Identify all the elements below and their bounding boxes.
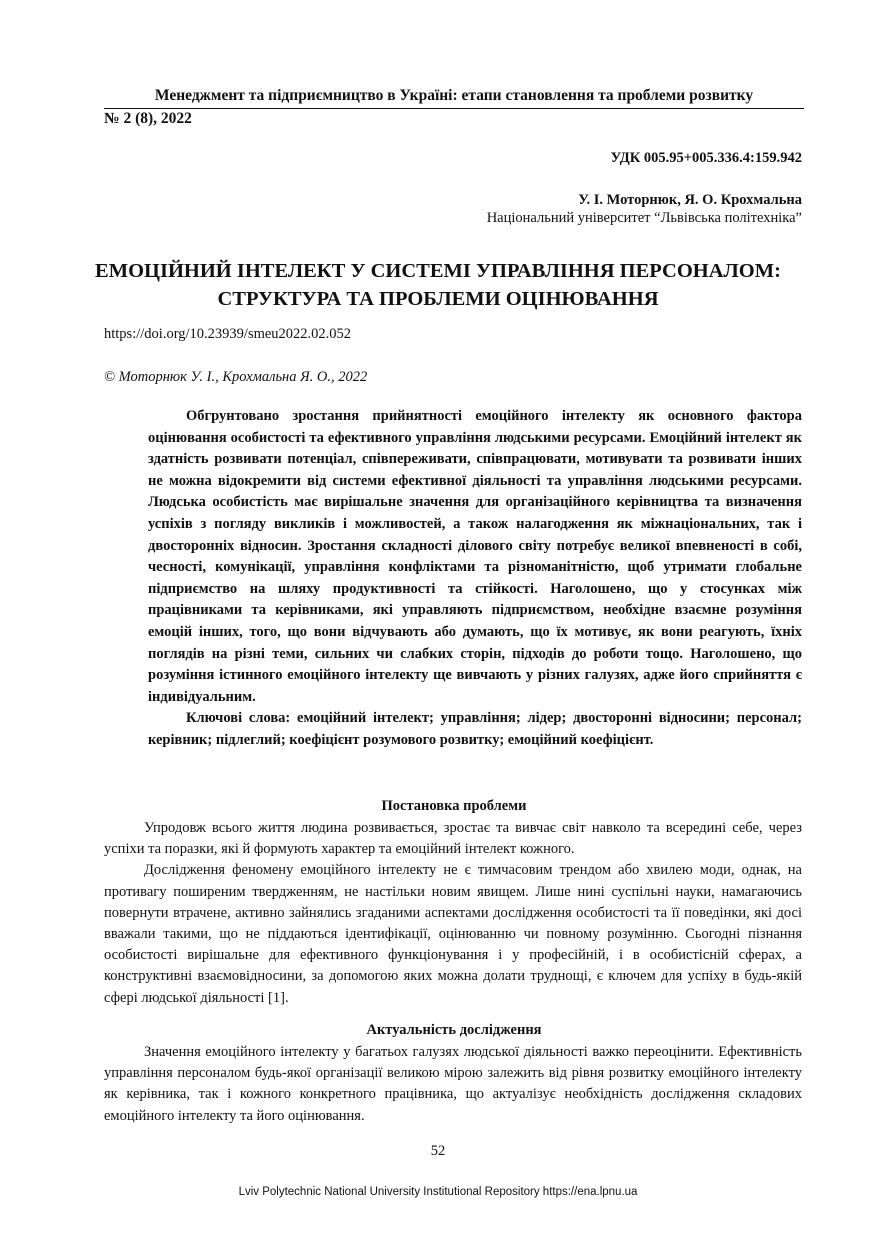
keywords [148, 708, 802, 751]
section-relevance-body [104, 1042, 802, 1127]
abstract-text: Обгрунтовано зростання прийнятності емоційного інтелекту як основного фактора оцінювання особистості та ефективного управління людськими ресурсами. Емоційний інтелект як здатність розвивати потенціал, співпереживати, співпрацювати, мотивувати та розвивати інших не можна відокремити від системи ефективної діяльності та управління людськими ресурсами. Людська особистість має вирішальне значення для організаційного керівництва та визначення успіхів з погляду викликів і можливостей, а також налагодження як міжнаціональних, так і двосторонніх відносин. Зростання складності ділового світу потребує великої впевненості в собі, чесності, комунікації, управління конфліктами та різноманітністю, щоб утримати глобальне підприємство на шляху продуктивності та стійкості. Наголошено, що у стосунках між працівниками та керівниками, які управляють підприємством, необхідне взаємне розуміння емоцій інших, того, що вони відчувають або думають, що їх мотивує, як вони реагують, їхніх поглядів на різні теми, сильних чи слабких сторін, підходів до роботи тощо. Наголошено, що розуміння істинного емоційного інтелекту ще вивчають у різних галузях, адже його сприйняття є індивідуальним. [148, 408, 802, 705]
paragraph: Упродовж всього життя людина розвивається, зростає та вивчає світ навколо та всередині себе, через успіхи та поразки, які й формують характер та емоційний інтелект кожного. [104, 820, 802, 858]
article-title-line-1: ЕМОЦІЙНИЙ ІНТЕЛЕКТ У СИСТЕМІ УПРАВЛІННЯ ПЕРСОНАЛОМ: [95, 260, 781, 282]
keywords-label: Ключові слова: [186, 710, 291, 727]
section-heading-relevance: Актуальність дослідження [366, 1022, 542, 1038]
section-heading-problem: Постановка проблеми [381, 798, 527, 814]
doi-link[interactable]: https://doi.org/10.23939/smeu2022.02.052 [104, 326, 352, 342]
issue-number: № 2 (8), 2022 [104, 110, 192, 127]
affiliation: Національний університет “Львівська політехніка” [486, 210, 802, 226]
paragraph: Значення емоційного інтелекту у багатьох галузях людської діяльності важко переоцінити. Ефективність управління персоналом будь-якої організації великою мірою залежить від рівня розвитку емоційного інтелекту як керівника, так і кожного конкретного працівника, що актуалізує необхідність дослідження складових емоційного інтелекту та його оцінювання. [104, 1044, 802, 1124]
article-title-line-2: СТРУКТУРА ТА ПРОБЛЕМИ ОЦІНЮВАННЯ [217, 288, 659, 310]
article-title [60, 257, 816, 313]
authors: У. І. Моторнюк, Я. О. Крохмальна [578, 192, 802, 208]
section-problem-body [104, 818, 802, 1009]
paragraph: Дослідження феномену емоційного інтелекту не є тимчасовим трендом або хвилею моди, однак, на противагу поширеним твердженням, не настільки новим явищем. Лише нині суспільні науки, намагаючись повернути втрачене, активно зайнялись згаданими аспектами дослідження особистості та її поведінки, які досі вважали такими, що не піддаються ідентифікації, оцінюванню чи повному розумінню. Сьогодні пізнання особистості вирішальне для ефективного функціонування і у професійній, і в особистісній сферах, а конструктивні взаємовідносини, за допомогою яких можна долати труднощі, є ключем для успіху в будь-якій сфері людської діяльності [1]. [104, 862, 802, 1006]
page-number: 52 [430, 1143, 446, 1159]
journal-title: Менеджмент та підприємництво в Україні: етапи становлення та проблеми розвитку [104, 86, 804, 109]
repository-footer: Lviv Polytechnic National University Institutional Repository https://ena.lpnu.ua [238, 1186, 638, 1198]
abstract [148, 406, 802, 752]
copyright: © Моторнюк У. І., Крохмальна Я. О., 2022 [104, 369, 368, 385]
udc-code: УДК 005.95+005.336.4:159.942 [610, 150, 802, 166]
keywords-text: емоційний інтелект; управління; лідер; двосторонні відносини; персонал; керівник; підлеглий; коефіцієнт розумового розвитку; емоційний коефіцієнт. [148, 710, 802, 748]
